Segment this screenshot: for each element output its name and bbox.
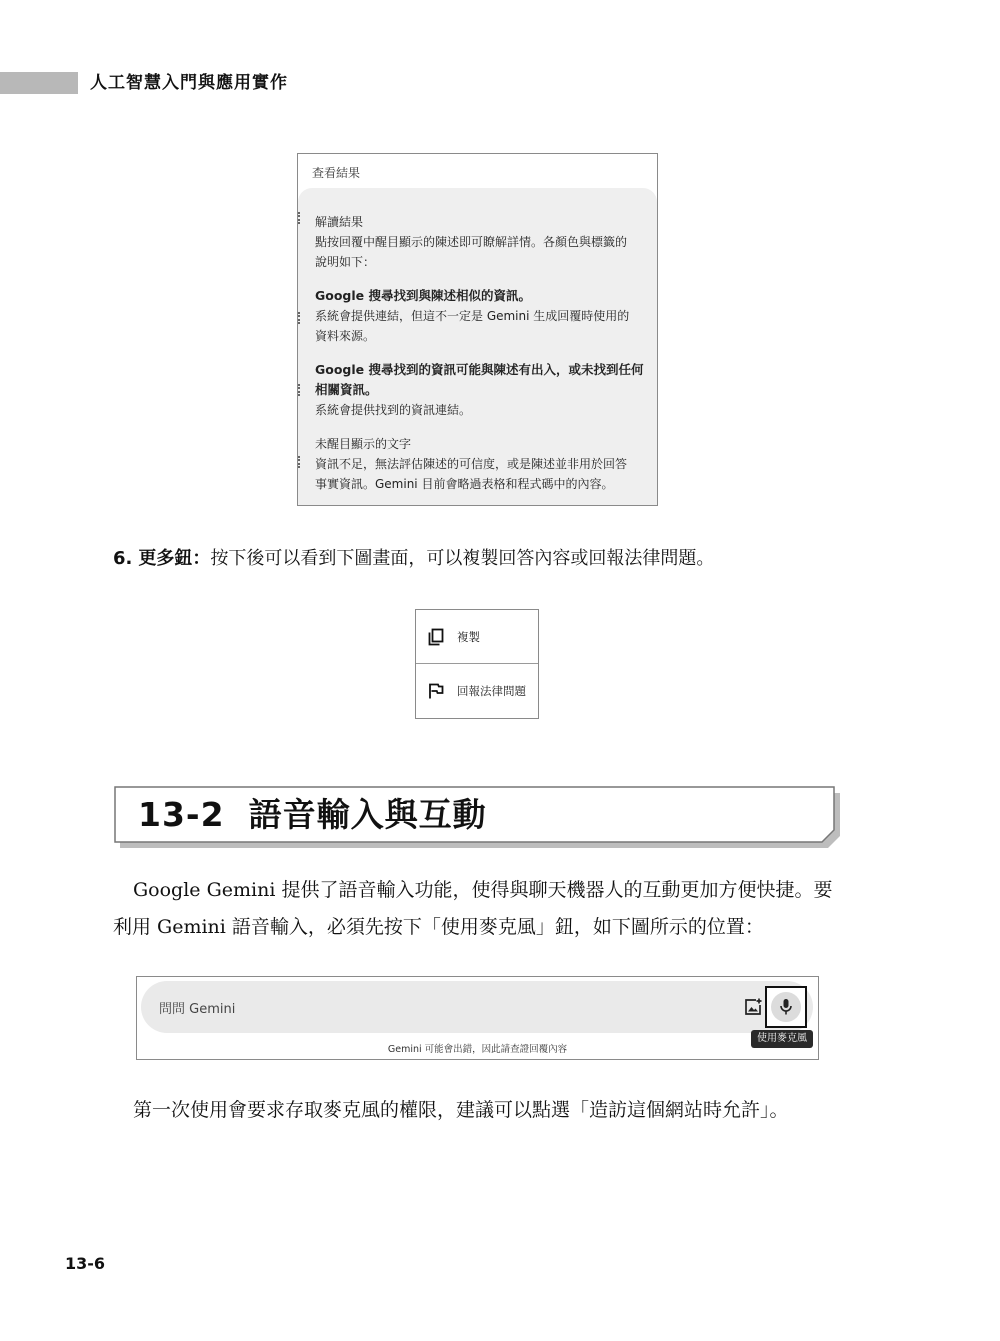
section4-body: 資訊不足，無法評估陳述的可信度，或是陳述並非用於回答 事實資訊。Gemini 目前會略過表格和程式碼中的內容。	[315, 457, 628, 491]
step6-paragraph	[113, 546, 714, 572]
section4-title: 未醒目顯示的文字	[315, 437, 412, 451]
section-heading-text	[138, 795, 487, 835]
disclaimer-text: Gemini 可能會出錯，因此請查證回覆內容	[387, 1044, 568, 1055]
more-menu-screenshot	[415, 609, 539, 719]
section-title: 語音輸入與互動	[248, 795, 487, 834]
section1-title: 解讀結果	[315, 215, 364, 229]
step-number: 6.	[113, 548, 133, 569]
microphone-icon	[778, 998, 794, 1016]
highlight-mark	[298, 212, 301, 224]
section-heading	[114, 786, 836, 843]
highlight-marks	[298, 188, 302, 506]
body-paragraph-2: 第一次使用會要求存取麥克風的權限，建議可以點選「造訪這個網站時允許」。	[133, 1099, 789, 1121]
results-panel-heading: 查看結果	[312, 166, 361, 180]
section3-body: 系統會提供找到的資訊連結。	[315, 403, 472, 417]
results-panel-screenshot	[297, 153, 658, 506]
microphone-button[interactable]	[765, 986, 807, 1028]
section-number: 13-2	[138, 795, 225, 834]
copy-icon	[426, 627, 446, 647]
highlight-mark	[298, 456, 301, 468]
prompt-input[interactable]	[141, 981, 813, 1033]
highlight-mark	[298, 312, 301, 324]
menu-item-copy[interactable]	[416, 610, 538, 664]
input-bar-screenshot	[136, 976, 819, 1060]
microphone-tooltip: 使用麥克風	[751, 1030, 813, 1048]
body-paragraph-1: Google Gemini 提供了語音輸入功能，使得與聊天機器人的互動更加方便快捷。要利用 Gemini 語音輸入，必須先按下「使用麥克風」鈕，如下圖所示的位置：	[113, 879, 833, 938]
section2-body: 系統會提供連結，但這不一定是 Gemini 生成回覆時使用的 資料來源。	[315, 309, 630, 343]
highlight-mark	[298, 384, 301, 396]
step-lead: 更多鈕：	[138, 548, 211, 569]
book-title: 人工智慧入門與應用實作	[90, 73, 288, 93]
menu-item-report-legal[interactable]	[416, 664, 538, 718]
add-image-icon[interactable]	[743, 997, 763, 1017]
menu-item-label: 回報法律問題	[457, 684, 526, 698]
section2-title: Google 搜尋找到與陳述相似的資訊。	[315, 288, 531, 303]
results-panel-body	[298, 188, 657, 506]
section3-title: Google 搜尋找到的資訊可能與陳述有出入，或未找到任何 相關資訊。	[315, 362, 644, 397]
page-number: 13-6	[65, 1254, 106, 1273]
flag-icon	[426, 681, 446, 701]
section1-body: 點按回覆中醒目顯示的陳述即可瞭解詳情。各顏色與標籤的 說明如下：	[315, 235, 628, 269]
step-text: 按下後可以看到下圖畫面，可以複製回答內容或回報法律問題。	[210, 548, 715, 569]
menu-item-label: 複製	[457, 629, 480, 644]
header-bar	[0, 72, 78, 94]
prompt-placeholder: 問問 Gemini	[159, 1002, 236, 1017]
